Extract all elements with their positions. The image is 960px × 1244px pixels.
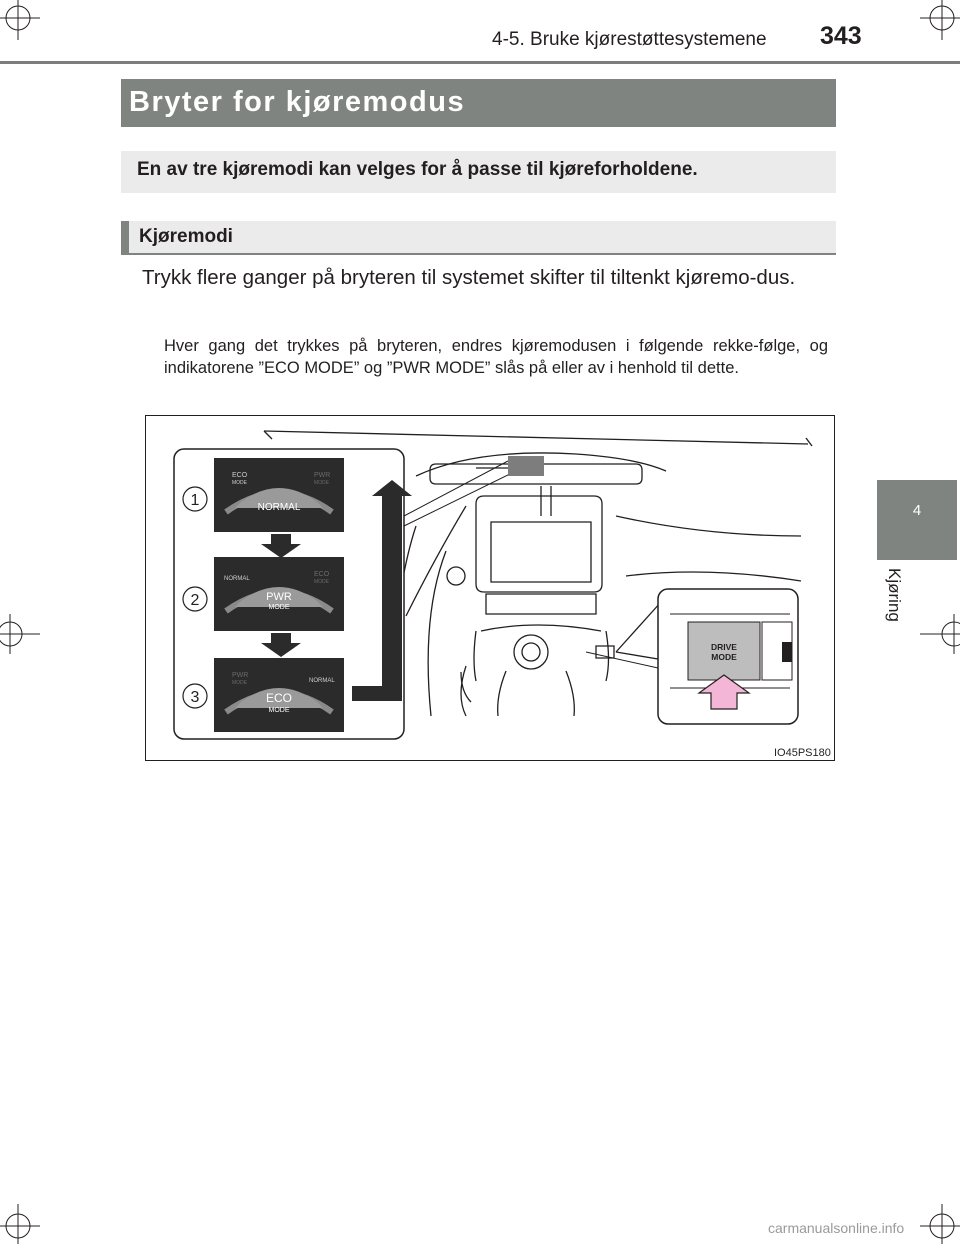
step-circle-2 (183, 587, 207, 611)
panel3-left-sub: MODE (232, 680, 247, 686)
leader-line-button (586, 652, 658, 668)
subheading-text: Kjøremodi (139, 226, 233, 247)
detail-text: Hver gang det trykkes på bryteren, endres kjøremodusen i følgende rekke-følge, og indikatorene ”ECO MODE” og ”PWR MODE” slås på eller av i henhold til dette. (164, 337, 828, 377)
section-label: 4-5. Bruke kjørestøttesystemene (492, 29, 767, 50)
button-label-line1: DRIVE (711, 642, 737, 652)
panel2-right-sub: MODE (314, 579, 329, 585)
figure-code: IO45PS180 (774, 747, 831, 759)
panel3-mode-top: ECO (265, 691, 293, 705)
page-number: 343 (820, 22, 862, 50)
step-number-1: 1 (190, 492, 200, 509)
instruction-text: Trykk flere ganger på bryteren til systemet skifter til tiltenkt kjøremo-dus. (142, 266, 796, 289)
header-rule (0, 61, 960, 64)
crop-mark-mid-left (0, 614, 40, 654)
chapter-tab[interactable] (877, 480, 957, 560)
crop-mark-bottom-right (920, 1204, 960, 1244)
panel2-right-label: ECO (314, 571, 330, 578)
watermark: carmanualsonline.info (768, 1220, 905, 1236)
display-panel-normal (214, 458, 344, 532)
crop-mark-mid-right (920, 614, 960, 654)
panel3-right-label: NORMAL (309, 678, 335, 684)
intro-box (121, 151, 836, 193)
leader-line-display (404, 471, 516, 526)
display-highlight (508, 456, 544, 476)
step-circle-1 (183, 487, 207, 511)
panel2-left-label: NORMAL (224, 576, 250, 582)
panel2-mode-top: PWR (266, 591, 292, 603)
subheading-bar (121, 221, 129, 253)
subheading-box (121, 221, 836, 255)
panel3-mode-bottom: MODE (268, 707, 290, 714)
leader-line-display-2 (404, 461, 508, 516)
adjacent-button-symbol (782, 642, 792, 662)
title-banner (121, 79, 836, 127)
panel3-left-label: PWR (232, 672, 249, 679)
step-number-2: 2 (190, 592, 200, 609)
panel1-left-sub: MODE (232, 480, 247, 486)
chapter-number: 4 (912, 502, 922, 519)
step-number-3: 3 (190, 689, 200, 706)
drive-mode-figure (145, 415, 835, 761)
button-label-line2: MODE (711, 652, 737, 662)
page-title: Bryter for kjøremodus (129, 86, 466, 118)
page-header (0, 0, 960, 64)
intro-text: En av tre kjøremodi kan velges for å passe til kjøreforholdene. (137, 159, 698, 180)
crop-mark-bottom-left (0, 1204, 40, 1244)
panel1-left-label: ECO (232, 472, 248, 479)
step-circle-3 (183, 684, 207, 708)
figure-illustration (146, 416, 835, 761)
panel1-right-label: PWR (314, 472, 331, 479)
chapter-title: Kjøring (885, 568, 904, 622)
panel1-mode-label: NORMAL (257, 502, 301, 513)
chapter-title-vertical (880, 568, 908, 638)
panel1-right-sub: MODE (314, 480, 329, 486)
panel2-mode-bottom: MODE (268, 604, 290, 611)
